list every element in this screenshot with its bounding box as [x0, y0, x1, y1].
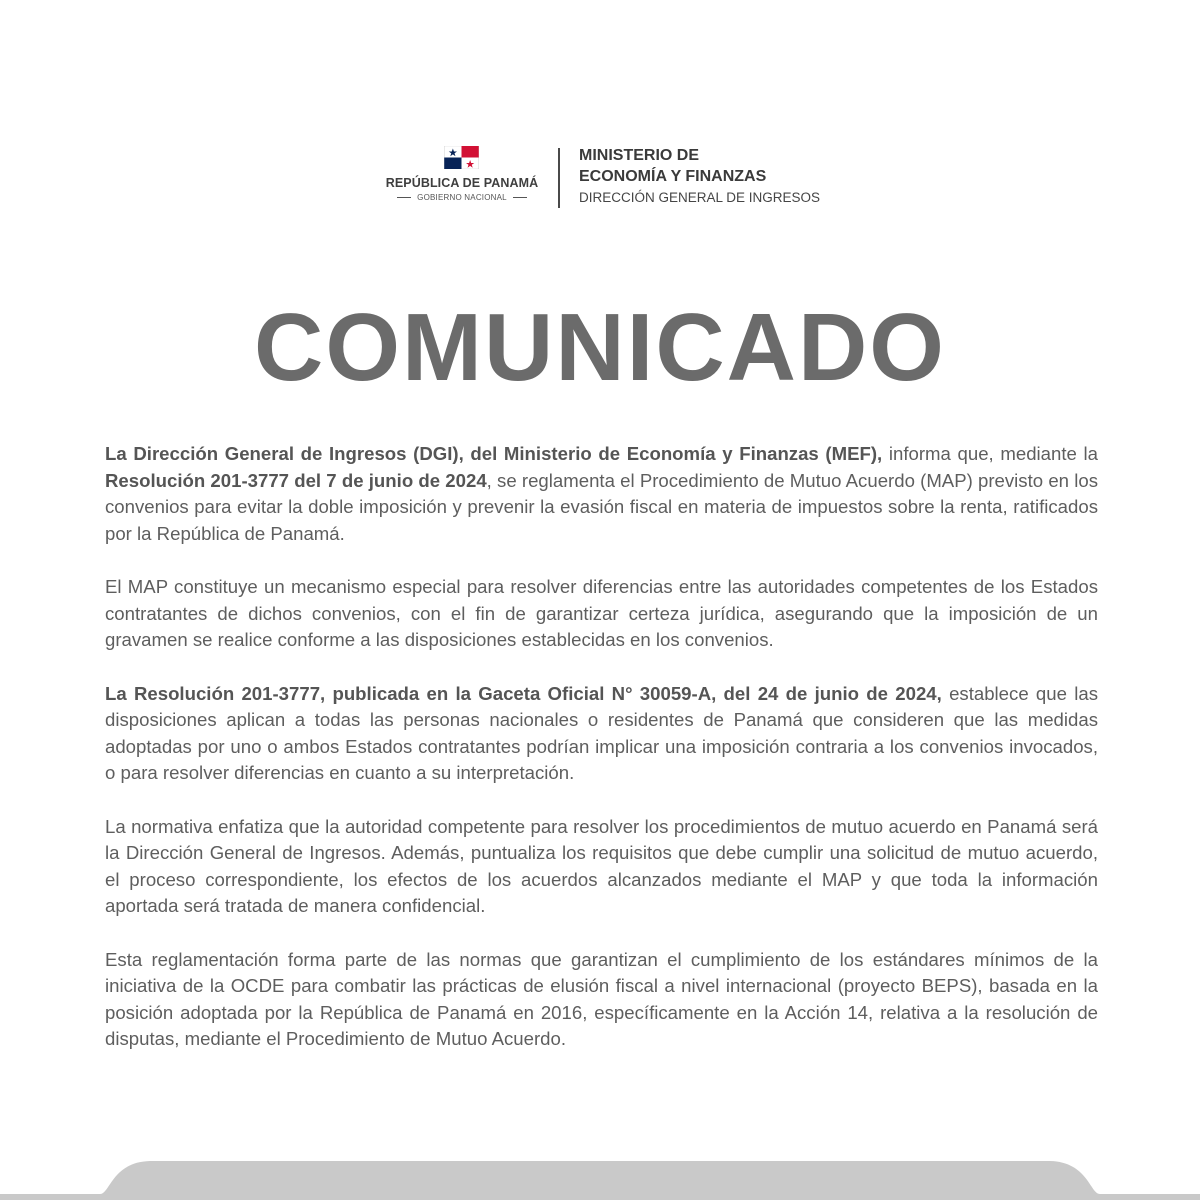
- ministry-name-line1: MINISTERIO DE: [579, 147, 700, 164]
- bold-text: Resolución 201-3777 del 7 de junio de 2024: [105, 469, 487, 491]
- footer-decoration: [0, 1158, 1200, 1200]
- bold-text: La Dirección General de Ingresos (DGI), del Ministerio de Economía y Finanzas (MEF),: [105, 443, 883, 464]
- bold-text: La Resolución 201-3777, publicada en la Gaceta Oficial N° 30059-A, del 24 de junio de 2024,: [105, 682, 942, 704]
- body-text: informa que, mediante la: [882, 443, 1098, 464]
- divider: [397, 197, 411, 198]
- republic-subtitle-text: GOBIERNO NACIONAL: [417, 193, 507, 202]
- header-divider: [558, 148, 560, 208]
- paragraph-5: Esta reglamentación forma parte de las normas que garantizan el cumplimiento de los estándares mínimos de la iniciativa de la OCDE para combatir las prácticas de elusión fiscal a nivel internacional (proyecto BEPS), basada en la posición adoptada por la República de Panamá en 2016, específicamente en la Acción 14, relativa a la resolución de disputas, mediante el Procedimiento de Mutuo Acuerdo.: [105, 948, 1098, 1049]
- paragraph-1: [105, 441, 1098, 547]
- panama-flag-icon: [444, 146, 479, 169]
- body-text: establece que las disposiciones aplican a todas las personas nacionales o residentes de Panamá que consideren que las medidas adoptadas por uno o ambos Estados contratantes podrían implicar una imposición contraria a los convenios invocados, o para resolver diferencias en cuanto a su interpretación.: [105, 682, 1098, 783]
- republic-subtitle: [378, 193, 546, 202]
- communique-body: [105, 441, 1098, 1080]
- divider: [513, 197, 527, 198]
- header: [0, 146, 1200, 210]
- directorate-name: DIRECCIÓN GENERAL DE INGRESOS: [579, 190, 821, 205]
- ministry-name-line2: ECONOMÍA Y FINANZAS: [579, 168, 767, 185]
- body-text: , se reglamenta el Procedimiento de Mutuo Acuerdo (MAP) previsto en los convenios para evitar la doble imposición y prevenir la evasión fiscal en materia de impuestos sobre la renta, ratificados por la República de Panamá.: [105, 469, 1098, 544]
- paragraph-3: [105, 681, 1098, 787]
- paragraph-4: La normativa enfatiza que la autoridad competente para resolver los procedimientos de mutuo acuerdo en Panamá será la Dirección General de Ingresos. Además, puntualiza los requisitos que debe cumplir una solicitud de mutuo acuerdo, el proceso correspondiente, los efectos de los acuerdos alcanzados mediante el MAP y que toda la información aportada será tratada de manera confidencial.: [105, 815, 1098, 916]
- republic-name: REPÚBLICA DE PANAMÁ: [385, 176, 539, 190]
- page-title: COMUNICADO: [254, 294, 946, 401]
- paragraph-2: El MAP constituye un mecanismo especial para resolver diferencias entre las autoridades competentes de los Estados contratantes de dichos convenios, con el fin de garantizar certeza jurídica, asegurando que la imposición de un gravamen se realice conforme a las disposiciones establecidas en los convenios.: [105, 576, 1098, 650]
